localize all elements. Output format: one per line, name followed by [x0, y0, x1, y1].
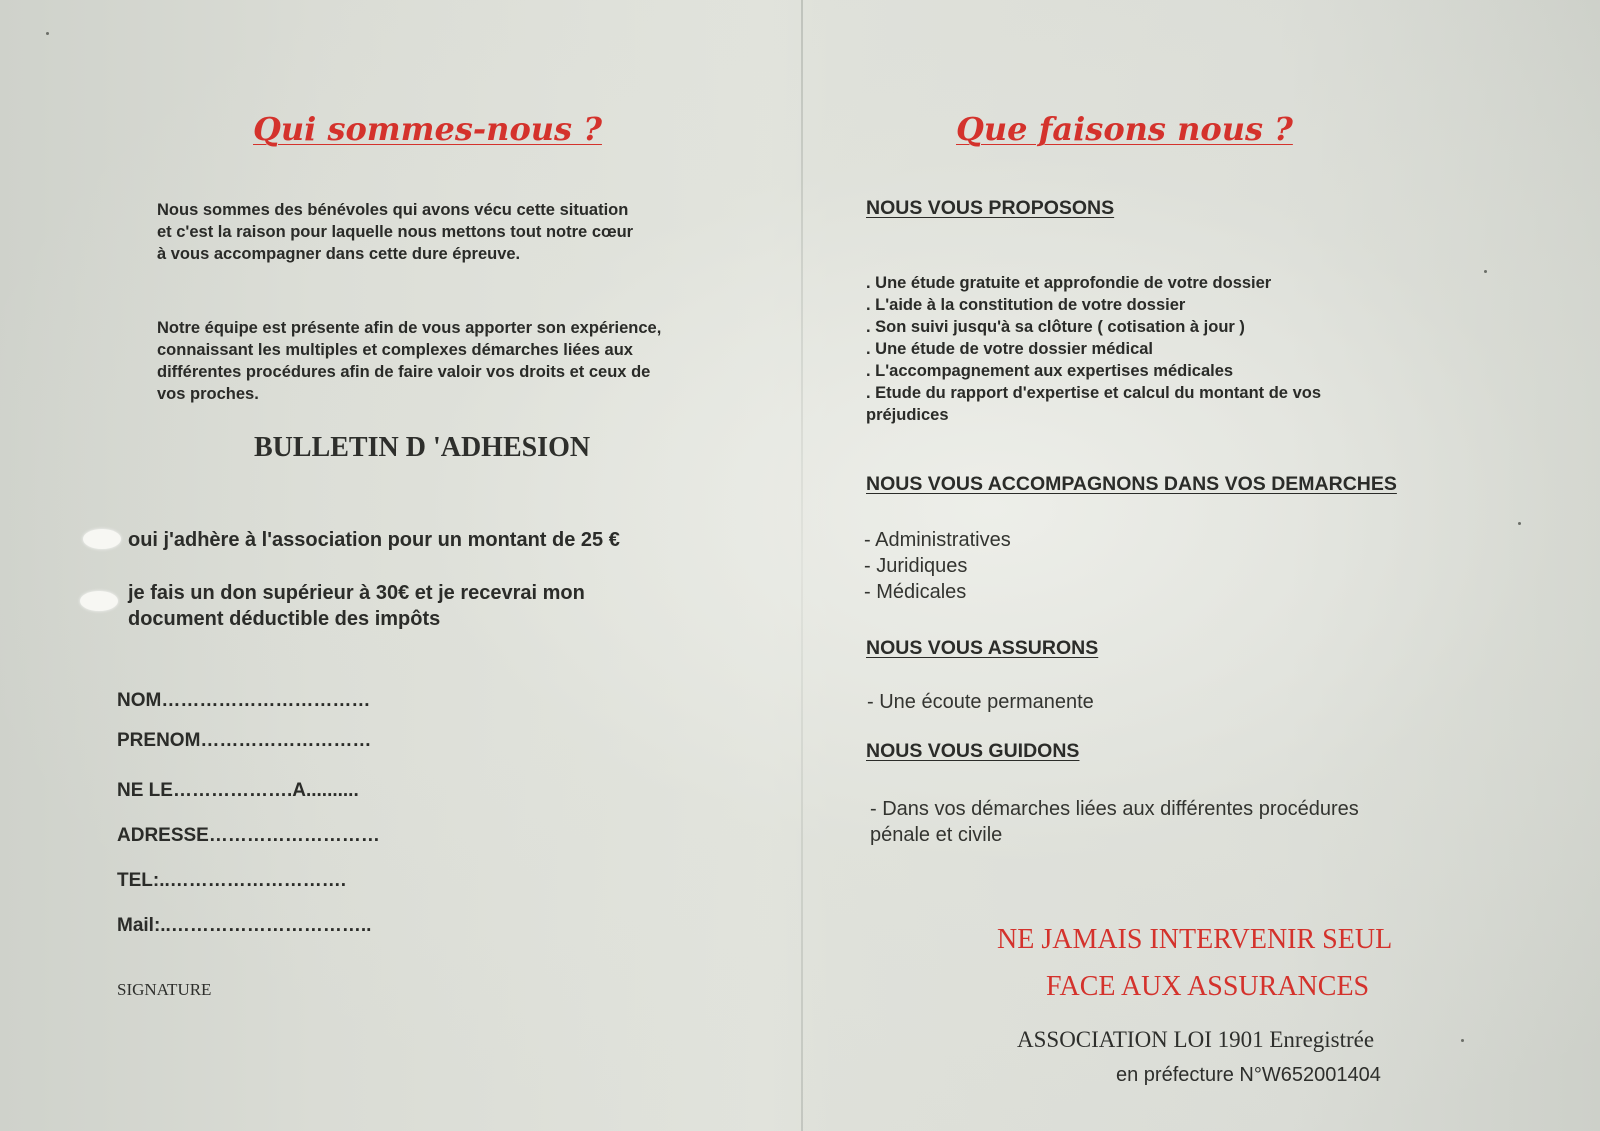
list-item: . Une étude gratuite et approfondie de votre dossier	[866, 274, 1272, 292]
list-item: - Une écoute permanente	[867, 691, 1094, 713]
list-item: préjudices	[866, 406, 949, 424]
intro-paragraph	[157, 199, 633, 265]
option-line: oui j'adhère à l'association pour un montant de 25 €	[128, 529, 620, 551]
who-are-we-title: Qui sommes-nous ?	[253, 110, 602, 148]
fold-line	[801, 0, 803, 1131]
tel-field[interactable]: TEL:..……………………….	[117, 870, 347, 891]
intro-line: Nous sommes des bénévoles qui avons vécu cette situation	[157, 201, 629, 219]
guide-list	[870, 796, 1359, 848]
option-line: je fais un don supérieur à 30€ et je recevrai mon	[128, 582, 585, 604]
assure-heading: NOUS VOUS ASSURONS	[866, 637, 1099, 659]
slogan-line: FACE AUX ASSURANCES	[1046, 971, 1370, 1002]
option-label	[128, 527, 620, 553]
list-item: . Une étude de votre dossier médical	[866, 340, 1154, 358]
accompany-heading: NOUS VOUS ACCOMPAGNONS DANS VOS DEMARCHES	[866, 473, 1397, 495]
team-line: vos proches.	[157, 385, 259, 403]
propose-list	[866, 272, 1321, 426]
guide-heading: NOUS VOUS GUIDONS	[866, 740, 1080, 762]
paper-speck	[1484, 270, 1487, 273]
team-paragraph	[157, 317, 661, 405]
paper-speck	[1461, 1039, 1464, 1042]
assure-list	[867, 689, 1094, 715]
slogan-line: NE JAMAIS INTERVENIR SEUL	[997, 924, 1393, 955]
intro-line: et c'est la raison pour laquelle nous mettons tout notre cœur	[157, 223, 634, 241]
option-label	[128, 580, 585, 632]
mail-field[interactable]: Mail:..…………………………..	[117, 915, 372, 936]
list-item: pénale et civile	[870, 824, 1003, 846]
list-item: - Médicales	[864, 581, 967, 603]
team-line: Notre équipe est présente afin de vous apporter son expérience,	[157, 319, 662, 337]
prenom-field[interactable]: PRENOM………………………	[117, 730, 372, 751]
list-item: . L'accompagnement aux expertises médicales	[866, 362, 1234, 380]
prefecture-registration: en préfecture N°W652001404	[1116, 1064, 1381, 1086]
paper-speck	[1518, 522, 1521, 525]
intro-line: à vous accompagner dans cette dure épreuve.	[157, 245, 521, 263]
option-line: document déductible des impôts	[128, 608, 441, 630]
paper-speck	[46, 32, 49, 35]
bulletin-title: BULLETIN D 'ADHESION	[254, 432, 591, 463]
team-line: différentes procédures afin de faire valoir vos droits et ceux de	[157, 363, 651, 381]
association-status: ASSOCIATION LOI 1901 Enregistrée	[1017, 1027, 1375, 1052]
list-item: - Administratives	[864, 529, 1011, 551]
adresse-field[interactable]: ADRESSE………………………	[117, 825, 380, 846]
list-item: - Juridiques	[864, 555, 968, 577]
signature-label: SIGNATURE	[117, 980, 212, 999]
list-item: - Dans vos démarches liées aux différentes procédures	[870, 798, 1359, 820]
accompany-list	[864, 527, 1011, 605]
list-item: . L'aide à la constitution de votre dossier	[866, 296, 1186, 314]
propose-heading: NOUS VOUS PROPOSONS	[866, 197, 1115, 219]
option-bubble[interactable]	[80, 591, 118, 611]
birth-date-place-field[interactable]: NE LE……………….A..........	[117, 780, 359, 801]
nom-field[interactable]: NOM……………………………	[117, 690, 371, 711]
list-item: . Son suivi jusqu'à sa clôture ( cotisation à jour )	[866, 318, 1245, 336]
what-we-do-title: Que faisons nous ?	[956, 110, 1293, 148]
team-line: connaissant les multiples et complexes démarches liées aux	[157, 341, 633, 359]
list-item: . Etude du rapport d'expertise et calcul du montant de vos	[866, 384, 1321, 402]
option-bubble[interactable]	[83, 529, 121, 549]
